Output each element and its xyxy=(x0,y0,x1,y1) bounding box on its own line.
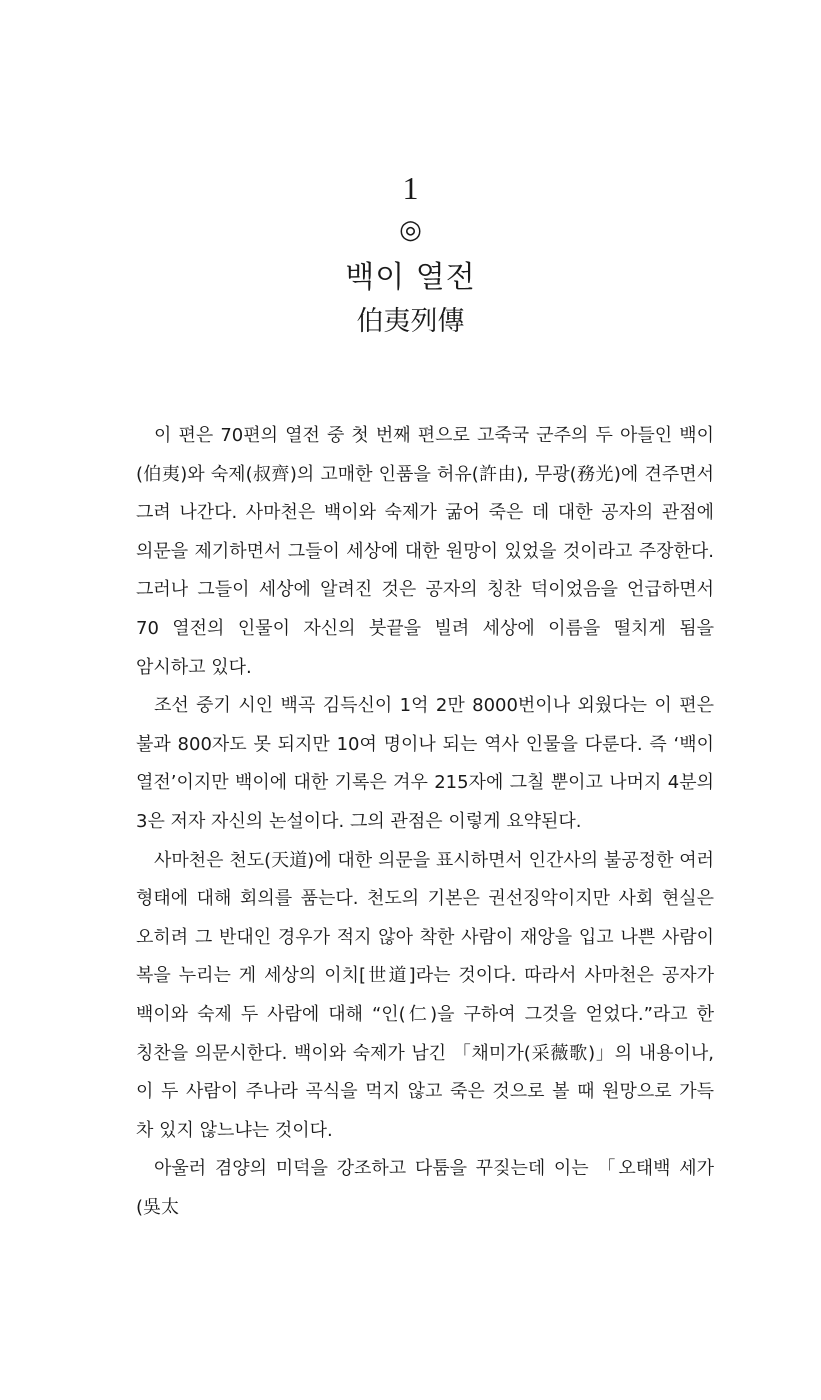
chapter-heading xyxy=(0,168,821,342)
chapter-title: 백이 열전 xyxy=(345,260,476,295)
paragraph: 사마천은 천도(天道)에 대한 의문을 표시하면서 인간사의 불공정한 여러 형태에 대해 회의를 품는다. 천도의 기본은 권선징악이지만 사회 현실은 오히려 그 반대인 경우가 적지 않아 착한 사람이 재앙을 입고 나쁜 사람이 복을 누리는 게 세상의 이치[世道]라는 것이다. 따라서 사마천은 공자가 백이와 숙제 두 사람에 대해 “인(仁)을 구하여 그것을 얻었다.”라고 한 칭찬을 의문시한다. 백이와 숙제가 남긴 「채미가(采薇歌)」의 내용이나, 이 두 사람이 주나라 곡식을 먹지 않고 죽은 것으로 볼 때 원망으로 가득 차 있지 않느냐는 것이다. xyxy=(136,849,714,1141)
paragraph: 아울러 겸양의 미덕을 강조하고 다툼을 꾸짖는데 이는 「오태백 세가(吳太 xyxy=(136,1158,714,1218)
body-text xyxy=(136,417,714,1227)
chapter-number: 1 xyxy=(402,170,419,206)
paragraph: 이 편은 70편의 열전 중 첫 번째 편으로 고죽국 군주의 두 아들인 백이(伯夷)와 숙제(叔齊)의 고매한 인품을 허유(許由), 무광(務光)에 견주면서 그려 나간다. 사마천은 백이와 숙제가 굶어 죽은 데 대한 공자의 관점에 의문을 제기하면서 그들이 세상에 대한 원망이 있었을 것이라고 주장한다. 그러나 그들이 세상에 알려진 것은 공자의 칭찬 덕이었음을 언급하면서 70 열전의 인물이 자신의 붓끝을 빌려 세상에 이름을 떨치게 됨을 암시하고 있다. xyxy=(136,425,714,678)
paragraph: 조선 중기 시인 백곡 김득신이 1억 2만 8000번이나 외웠다는 이 편은 불과 800자도 못 되지만 10여 명이나 되는 역사 인물을 다룬다. 즉 ‘백이 열전’이지만 백이에 대한 기록은 겨우 215자에 그칠 뿐이고 나머지 4분의 3은 저자 자신의 논설이다. 그의 관점은 이렇게 요약된다. xyxy=(136,695,714,832)
chapter-title-hanja: 伯夷列傳 xyxy=(356,306,465,337)
chapter-ornament-icon: ◎ xyxy=(399,215,422,245)
